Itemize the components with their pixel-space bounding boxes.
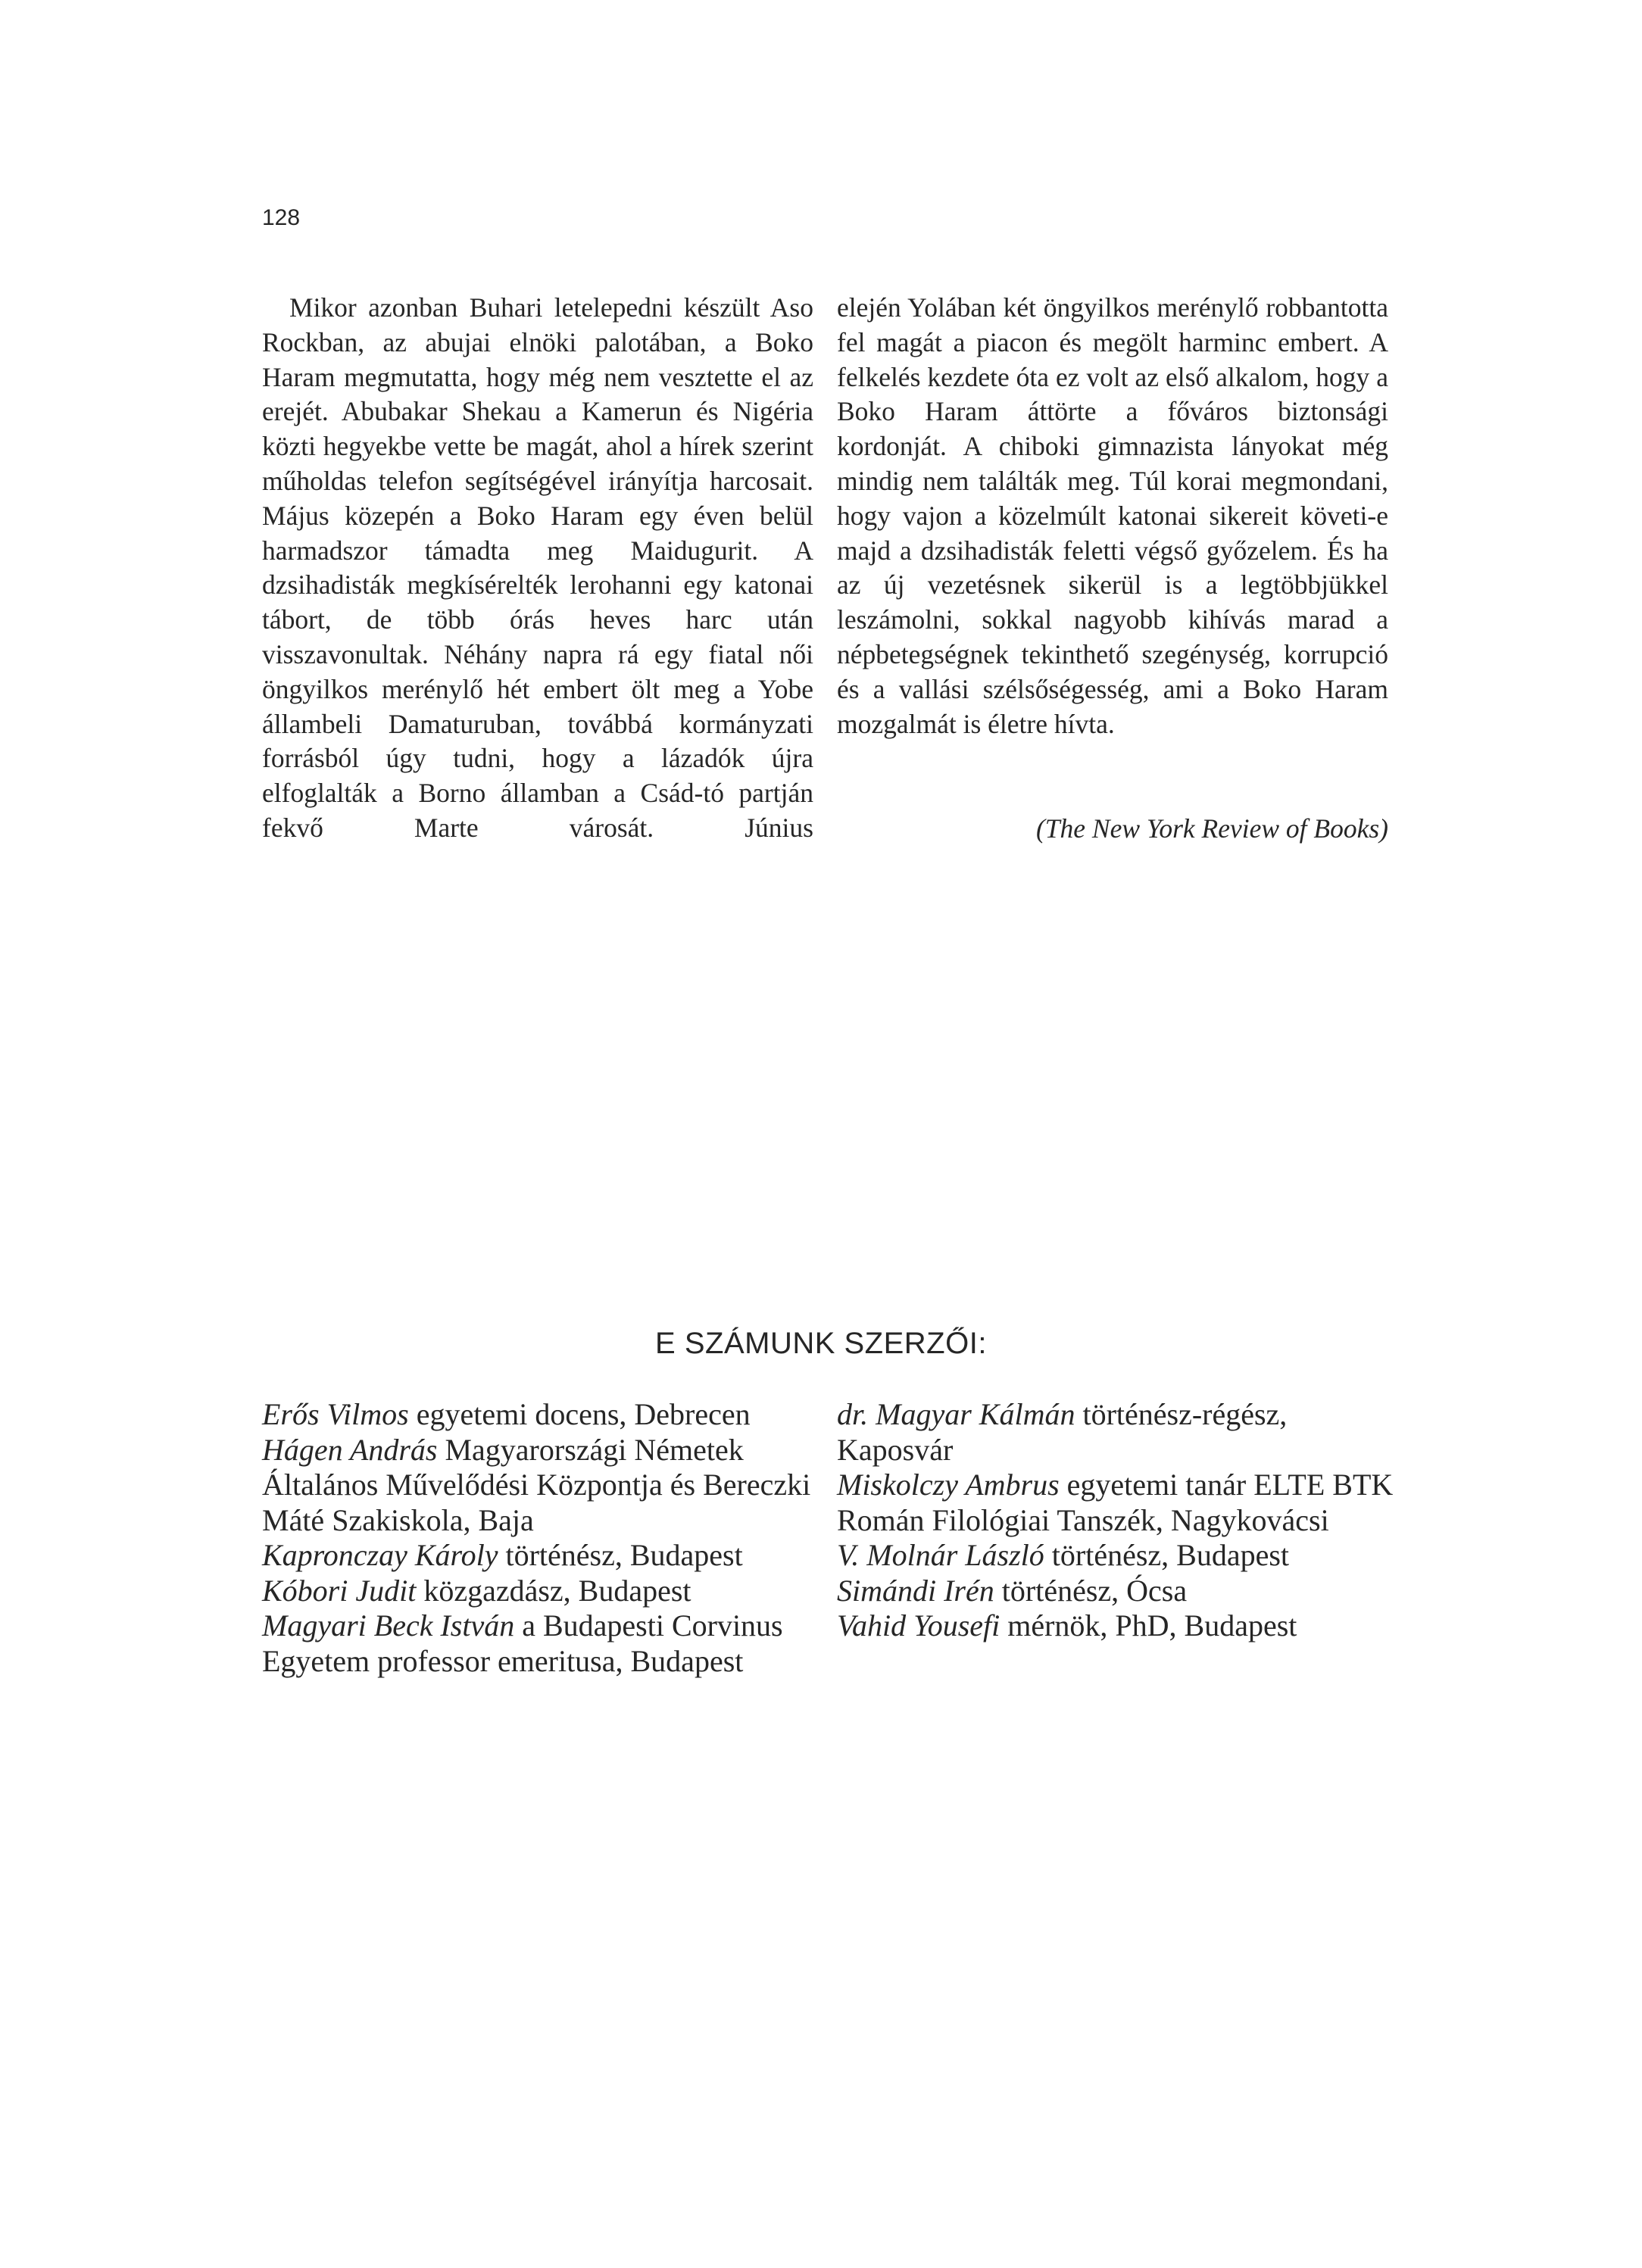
page-number: 128: [262, 205, 301, 230]
author-name: Hágen András: [262, 1432, 438, 1467]
author-description: mérnök, PhD, Budapest: [1000, 1608, 1297, 1643]
author-entry: [262, 1397, 823, 1433]
author-description: Magyarországi Németek Általános Művelődési Központja és Bereczki Máté Szakiskola, Baja: [262, 1432, 811, 1537]
article-column-right: [837, 291, 1388, 741]
author-name: Kóbori Judit: [262, 1573, 417, 1608]
author-name: V. Molnár László: [837, 1538, 1044, 1572]
article-column-left: [262, 291, 813, 846]
article-paragraph: elején Yolában két öngyilkos merénylő robbantotta fel magát a piacon és megölt harminc embert. A felkelés kezdete óta ez volt az első alkalom, hogy a Boko Haram áttörte a főváros biztonsági kordonját. A chiboki gimnazista lányokat még mindig nem találták meg. Túl korai megmondani, hogy vajon a közelmúlt katonai sikereit követi-e majd a dzsihadisták feletti végső győzelem. És ha az új vezetésnek sikerül is a legtöbbjükkel leszámolni, sokkal nagyobb kihívás marad a népbetegségnek tekinthető szegénység, korrupció és a vallási szélsőségesség, ami a Boko Haram mozgalmát is életre hívta.: [837, 292, 1388, 739]
author-name: Simándi Irén: [837, 1573, 994, 1608]
article-paragraph: Mikor azonban Buhari letelepedni készült Aso Rockban, az abujai elnöki palotában, a Boko Haram megmutatta, hogy még nem vesztette el az erejét. Abubakar Shekau a Kamerun és Nigéria közti hegyekbe vette be magát, ahol a hírek szerint műholdas telefon segítségével irányítja harcosait. Május közepén a Boko Haram egy éven belül harmadszor támadta meg Maidugurit. A dzsihadisták megkísérelték lerohanni egy katonai tábort, de több órás heves harc után visszavonultak. Néhány napra rá egy fiatal női öngyilkos merénylő hét embert ölt meg a Yobe állambeli Damaturuban, továbbá kormányzati forrásból úgy tudni, hogy a lázadók újra elfoglalták a Borno államban a Csád-tó partján fekvő Marte városát. Június: [262, 292, 813, 843]
author-description: történész-régész, Kaposvár: [837, 1397, 1288, 1467]
author-description: egyetemi tanár ELTE BTK Román Filológiai Tanszék, Nagykovácsi: [837, 1468, 1394, 1537]
author-description: történész, Budapest: [498, 1538, 743, 1572]
author-entry: [837, 1468, 1397, 1538]
author-name: Kapronczay Károly: [262, 1538, 498, 1572]
author-description: történész, Ócsa: [994, 1573, 1188, 1608]
author-entry: [837, 1608, 1397, 1644]
author-entry: [837, 1538, 1397, 1574]
author-description: egyetemi docens, Debrecen: [408, 1397, 751, 1431]
author-description: a Budapesti Corvinus Egyetem professor emeritusa, Budapest: [262, 1608, 783, 1678]
author-entry: [262, 1538, 823, 1574]
author-entry: [262, 1608, 823, 1679]
author-description: történész, Budapest: [1044, 1538, 1290, 1572]
author-entry: [837, 1574, 1397, 1609]
author-entry: [262, 1574, 823, 1609]
author-name: Miskolczy Ambrus: [837, 1468, 1060, 1502]
authors-list-right: [837, 1397, 1397, 1644]
author-name: Vahid Yousefi: [837, 1608, 1000, 1643]
authors-list-left: [262, 1397, 823, 1679]
author-entry: [837, 1397, 1397, 1468]
authors-heading: E SZÁMUNK SZERZŐI:: [655, 1327, 987, 1360]
author-name: dr. Magyar Kálmán: [837, 1397, 1075, 1431]
author-name: Erős Vilmos: [262, 1397, 409, 1431]
author-entry: [262, 1433, 823, 1539]
article-source: (The New York Review of Books): [1035, 813, 1388, 844]
author-name: Magyari Beck István: [262, 1608, 515, 1643]
author-description: közgazdász, Budapest: [416, 1573, 691, 1608]
